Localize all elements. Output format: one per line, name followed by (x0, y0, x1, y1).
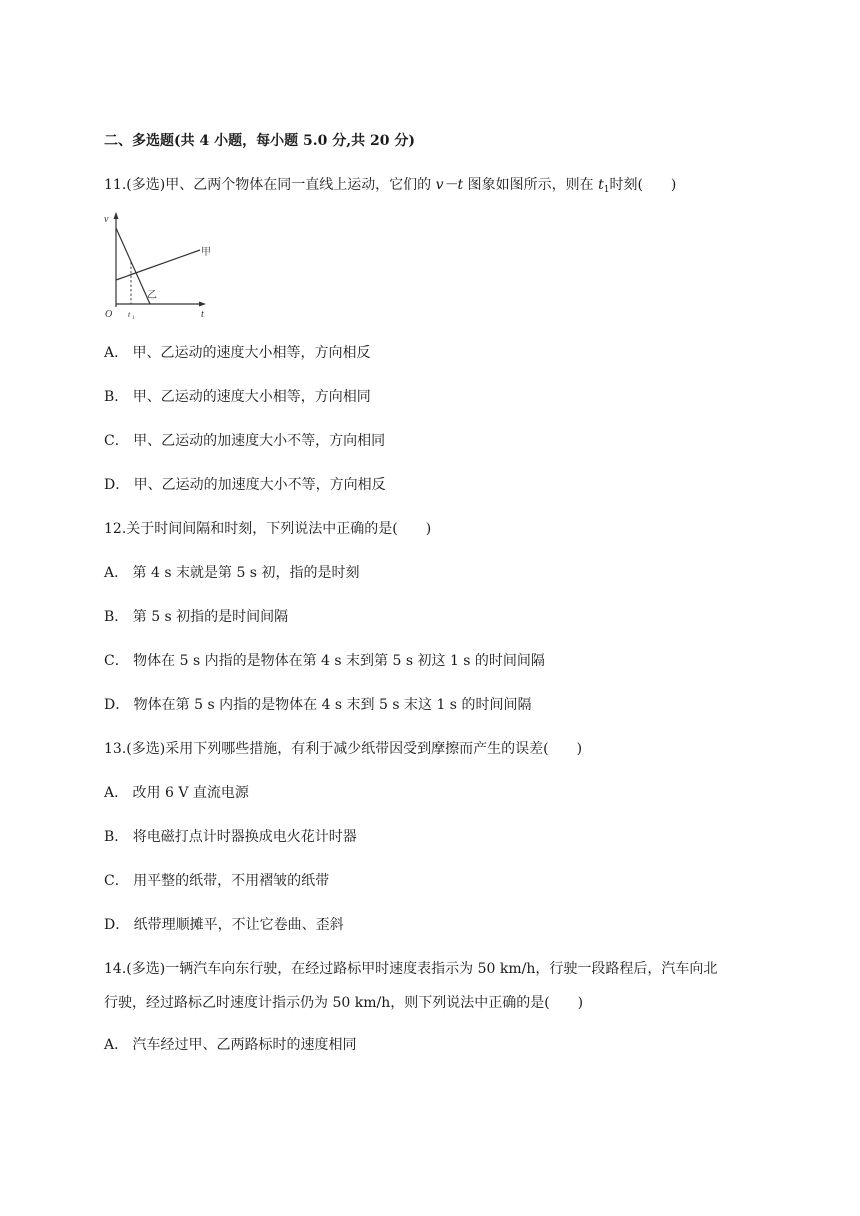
graph-label-t1-sub: 1 (132, 316, 135, 321)
q12-option-b: B． 第 5 s 初指的是时间间隔 (104, 609, 289, 625)
q12-option-d: D． 物体在第 5 s 内指的是物体在 4 s 末到 5 s 末这 1 s 的时间间隔 (104, 697, 532, 713)
graph-line-jia (116, 250, 200, 280)
graph-label-t1: t (128, 310, 131, 319)
q11-stem-before: 11.(多选)甲、乙两个物体在同一直线上运动，它们的 (104, 177, 436, 193)
graph-label-origin: O (105, 309, 113, 320)
q11-stem-after: 时刻( ) (609, 177, 677, 193)
q11-stem-var: t (598, 177, 604, 193)
q11-option-c: C． 甲、乙运动的加速度大小不等，方向相同 (104, 433, 386, 449)
graph-label-yi: 乙 (147, 290, 157, 301)
q11-option-b: B． 甲、乙运动的速度大小相等，方向相同 (104, 389, 371, 405)
question-12-stem: 12.关于时间间隔和时刻，下列说法中正确的是( ) (104, 521, 432, 537)
graph-label-t: t (201, 309, 204, 320)
q11-stem-mid: 图象如图所示，则在 (463, 177, 599, 193)
q11-stem-sub: 1 (603, 185, 610, 195)
graph-v-axis-arrow (114, 212, 119, 219)
section-title: 二、多选题(共 4 小题，每小题 5.0 分,共 20 分) (104, 133, 415, 149)
question-14-stem-line2: 行驶，经过路标乙时速度计指示仍为 50 km/h，则下列说法中正确的是( ) (104, 995, 584, 1011)
question-13-stem: 13.(多选)采用下列哪些措施，有利于减少纸带因受到摩擦而产生的误差( ) (104, 741, 583, 757)
q12-option-c: C． 物体在 5 s 内指的是物体在第 4 s 末到第 5 s 初这 1 s 的时间间隔 (104, 653, 545, 669)
vt-graph (100, 210, 220, 325)
q14-option-a: A． 汽车经过甲、乙两路标时的速度相同 (104, 1037, 357, 1053)
question-11-stem (104, 175, 676, 200)
question-14-stem-line1: 14.(多选)一辆汽车向东行驶，在经过路标甲时速度表指示为 50 km/h，行驶一段路程后，汽车向北 (104, 961, 718, 977)
q11-option-a: A． 甲、乙运动的速度大小相等，方向相反 (104, 345, 371, 361)
q13-option-b: B． 将电磁打点计时器换成电火花计时器 (104, 829, 357, 845)
q11-stem-math: v－t (435, 177, 464, 193)
graph-t-axis-arrow (199, 302, 206, 307)
q12-option-a: A． 第 4 s 末就是第 5 s 初，指的是时刻 (104, 565, 360, 581)
graph-line-yi (116, 228, 150, 304)
graph-label-v: v (104, 214, 109, 225)
q13-option-d: D． 纸带理顺摊平，不让它卷曲、歪斜 (104, 917, 344, 933)
graph-label-jia: 甲 (201, 247, 211, 258)
q11-option-d: D． 甲、乙运动的加速度大小不等，方向相反 (104, 477, 386, 493)
q13-option-a: A． 改用 6 V 直流电源 (104, 785, 249, 801)
q13-option-c: C． 用平整的纸带，不用褶皱的纸带 (104, 873, 330, 889)
